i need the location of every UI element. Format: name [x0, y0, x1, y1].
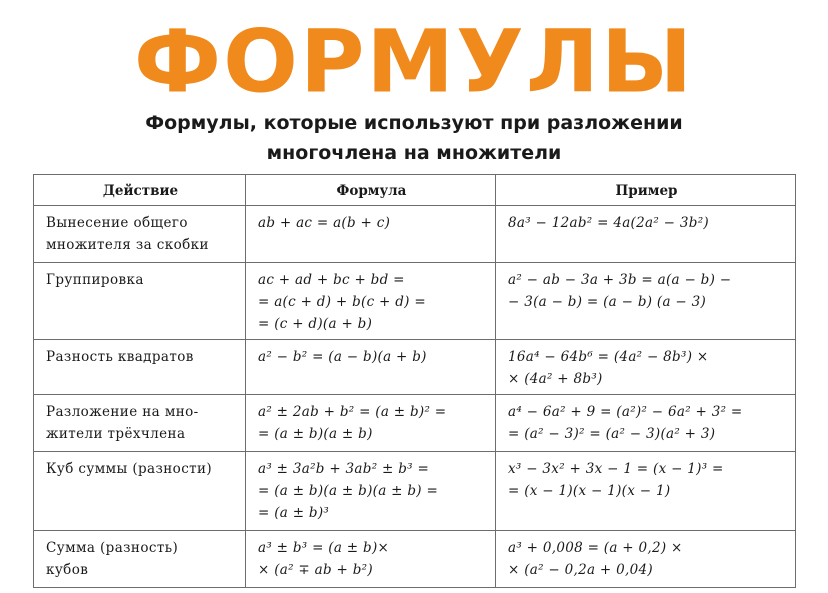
table-header-row	[34, 175, 796, 206]
action-line: Вынесение общего	[46, 215, 188, 231]
action-line: Куб суммы (разности)	[46, 461, 213, 477]
action-line: Разность квадратов	[46, 349, 194, 365]
action-line: кубов	[46, 562, 89, 578]
formula-line: = a(c + d) + b(c + d) =	[258, 294, 426, 310]
example-cell	[496, 452, 796, 531]
example-cell	[496, 395, 796, 452]
formula-cell	[246, 531, 496, 588]
formula-line: ac + ad + bc + bd =	[258, 272, 405, 288]
example-line: a⁴ − 6a² + 9 = (a²)² − 6a² + 3² =	[508, 404, 743, 420]
action-cell	[34, 206, 246, 263]
formula-line: = (a ± b)³	[258, 505, 330, 521]
page-subtitle	[0, 108, 828, 168]
formula-line: a³ ± 3a²b + 3ab² ± b³ =	[258, 461, 430, 477]
action-cell	[34, 340, 246, 395]
action-line: Сумма (разность)	[46, 540, 179, 556]
table-row	[34, 206, 796, 263]
example-line: = (x − 1)(x − 1)(x − 1)	[508, 483, 671, 499]
action-cell	[34, 452, 246, 531]
header-example: Пример	[496, 175, 796, 206]
subtitle-line-2: многочлена на множители	[266, 142, 562, 164]
formula-cell	[246, 452, 496, 531]
header-action: Действие	[34, 175, 246, 206]
action-line: жители трёхчлена	[46, 426, 186, 442]
example-line: a² − ab − 3a + 3b = a(a − b) −	[508, 272, 732, 288]
example-line: 8a³ − 12ab² = 4a(2a² − 3b²)	[508, 215, 709, 231]
table-row	[34, 452, 796, 531]
action-cell	[34, 395, 246, 452]
action-line: Разложение на мно-	[46, 404, 199, 420]
action-cell	[34, 531, 246, 588]
table-row	[34, 263, 796, 340]
formula-cell	[246, 206, 496, 263]
action-line: Группировка	[46, 272, 144, 288]
example-cell	[496, 206, 796, 263]
example-cell	[496, 340, 796, 395]
action-cell	[34, 263, 246, 340]
example-line: × (4a² + 8b³)	[508, 371, 603, 387]
example-cell	[496, 263, 796, 340]
formula-line: × (a² ∓ ab + b²)	[258, 562, 373, 578]
formula-cell	[246, 340, 496, 395]
action-line: множителя за скобки	[46, 237, 209, 253]
example-line: a³ + 0,008 = (a + 0,2) ×	[508, 540, 683, 556]
formula-line: = (a ± b)(a ± b)(a ± b) =	[258, 483, 439, 499]
formula-line: ab + ac = a(b + c)	[258, 215, 391, 231]
example-cell	[496, 531, 796, 588]
header-formula: Формула	[246, 175, 496, 206]
formula-line: a² − b² = (a − b)(a + b)	[258, 349, 427, 365]
page-title: ФОРМУЛЫ	[133, 11, 695, 112]
formulas-table	[33, 174, 796, 588]
example-line: x³ − 3x² + 3x − 1 = (x − 1)³ =	[508, 461, 724, 477]
formula-line: = (a ± b)(a ± b)	[258, 426, 373, 442]
example-line: = (a² − 3)² = (a² − 3)(a² + 3)	[508, 426, 716, 442]
table-row	[34, 395, 796, 452]
table-row	[34, 531, 796, 588]
formula-line: a³ ± b³ = (a ± b)×	[258, 540, 390, 556]
example-line: 16a⁴ − 64b⁶ = (4a² − 8b³) ×	[508, 349, 709, 365]
table-row	[34, 340, 796, 395]
formula-line: = (c + d)(a + b)	[258, 316, 373, 332]
example-line: − 3(a − b) = (a − b) (a − 3)	[508, 294, 707, 310]
example-line: × (a² − 0,2a + 0,04)	[508, 562, 653, 578]
subtitle-line-1: Формулы, которые используют при разложении	[145, 112, 683, 134]
formula-cell	[246, 395, 496, 452]
formula-line: a² ± 2ab + b² = (a ± b)² =	[258, 404, 447, 420]
formula-cell	[246, 263, 496, 340]
